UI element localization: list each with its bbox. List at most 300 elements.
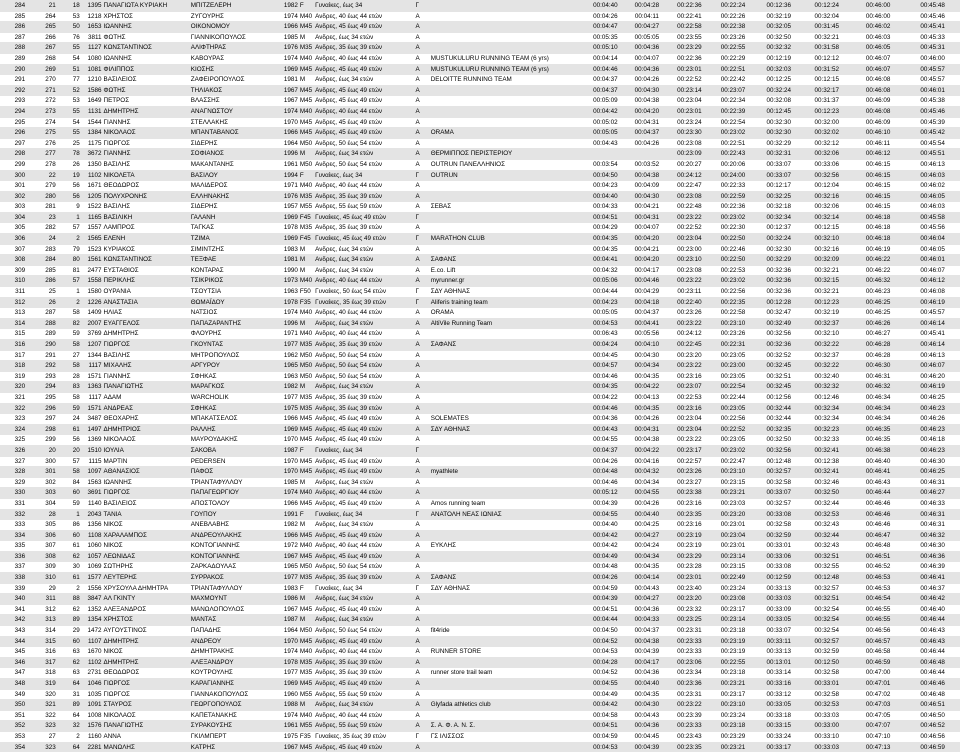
cell-age-group: Α xyxy=(414,128,429,139)
cell-team xyxy=(430,520,585,531)
cell-split-6: 00:32:41 xyxy=(803,467,851,478)
cell-place: 313 xyxy=(26,615,57,626)
cell-age-group: Γ xyxy=(414,1,429,12)
cell-gender: M45 xyxy=(299,85,314,96)
cell-split-5: 00:32:49 xyxy=(755,318,803,329)
cell-birth-year: 1974 xyxy=(275,106,299,117)
cell-finish-gun: 00:46:25 xyxy=(851,297,906,308)
cell-split-2: 00:04:16 xyxy=(626,456,667,467)
cell-first-name: ΜΑΝΩΛΗΣ xyxy=(103,742,190,752)
table-row xyxy=(0,488,960,499)
cell-split-1: 00:04:57 xyxy=(585,361,626,372)
cell-split-4: 00:22:44 xyxy=(711,392,755,403)
cell-split-6: 00:32:22 xyxy=(803,340,851,351)
cell-place: 302 xyxy=(26,477,57,488)
cell-split-4: 00:22:53 xyxy=(711,265,755,276)
cell-birth-year: 1971 xyxy=(275,181,299,192)
cell-split-4: 00:22:46 xyxy=(711,244,755,255)
cell-split-1: 00:04:35 xyxy=(585,244,626,255)
cell-split-3: 00:23:16 xyxy=(668,498,712,509)
cell-split-1: 00:05:06 xyxy=(585,276,626,287)
cell-birth-year: 1982 xyxy=(275,520,299,531)
cell-age-group: Γ xyxy=(414,731,429,742)
cell-age-group: Α xyxy=(414,43,429,54)
cell-finish-gun: 00:47:00 xyxy=(851,668,906,679)
cell-category-rank: 30 xyxy=(57,562,81,573)
cell-split-2: 00:04:26 xyxy=(626,138,667,149)
table-row xyxy=(0,626,960,637)
cell-rank: 291 xyxy=(0,75,26,86)
cell-split-5: 00:32:29 xyxy=(755,255,803,266)
cell-last-name: ΣΤΕΛΛΑΚΗΣ xyxy=(190,117,275,128)
cell-first-name: ΔΗΜΗΤΡΗΣ xyxy=(103,106,190,117)
cell-age-group: Α xyxy=(414,350,429,361)
cell-rank: 311 xyxy=(0,287,26,298)
cell-split-6: 00:32:44 xyxy=(803,530,851,541)
cell-place: 291 xyxy=(26,350,57,361)
cell-place: 293 xyxy=(26,371,57,382)
cell-bib: 1586 xyxy=(81,85,103,96)
cell-rank: 349 xyxy=(0,689,26,700)
cell-place: 273 xyxy=(26,106,57,117)
cell-rank: 295 xyxy=(0,117,26,128)
table-row xyxy=(0,562,960,573)
cell-bib: 1363 xyxy=(81,382,103,393)
cell-finish-gun: 00:46:12 xyxy=(851,149,906,160)
cell-category-rank: 55 xyxy=(57,43,81,54)
cell-age-group: Α xyxy=(414,424,429,435)
cell-age-group: Γ xyxy=(414,297,429,308)
cell-split-5: 00:33:09 xyxy=(755,604,803,615)
cell-bib: 1175 xyxy=(81,138,103,149)
cell-split-1: 00:04:58 xyxy=(585,710,626,721)
cell-category: Γυναίκες, έως 34 xyxy=(314,1,414,12)
cell-last-name: ΜΑΚΑΝΤΑΝΗΣ xyxy=(190,159,275,170)
cell-split-5: 00:32:35 xyxy=(755,424,803,435)
cell-split-2: 00:04:37 xyxy=(626,128,667,139)
cell-split-5: 00:32:45 xyxy=(755,361,803,372)
cell-split-5: 00:12:25 xyxy=(755,75,803,86)
cell-split-4: 00:23:17 xyxy=(711,689,755,700)
cell-rank: 298 xyxy=(0,149,26,160)
cell-rank: 301 xyxy=(0,181,26,192)
cell-first-name: ΤΑΝΙΑ xyxy=(103,509,190,520)
cell-last-name: ΒΛΑΣΣΗΣ xyxy=(190,96,275,107)
cell-category: Ανδρες, έως 34 ετών xyxy=(314,318,414,329)
cell-split-5: 00:32:58 xyxy=(755,477,803,488)
cell-place: 277 xyxy=(26,149,57,160)
cell-split-3: 00:23:08 xyxy=(668,191,712,202)
cell-split-4: 00:22:56 xyxy=(711,414,755,425)
cell-gender: M50 xyxy=(299,626,314,637)
cell-gender: M xyxy=(299,32,314,43)
cell-birth-year: 1975 xyxy=(275,731,299,742)
cell-category-rank: 89 xyxy=(57,700,81,711)
cell-split-6: 00:33:03 xyxy=(803,710,851,721)
cell-split-2: 00:04:31 xyxy=(626,117,667,128)
cell-rank: 287 xyxy=(0,32,26,43)
cell-place: 320 xyxy=(26,689,57,700)
cell-split-2: 00:04:35 xyxy=(626,689,667,700)
cell-bib: 1102 xyxy=(81,170,103,181)
cell-category: Ανδρες, 45 έως 49 ετών xyxy=(314,85,414,96)
cell-split-6: 00:32:10 xyxy=(803,329,851,340)
cell-birth-year: 1965 xyxy=(275,562,299,573)
cell-category-rank: 25 xyxy=(57,138,81,149)
cell-category-rank: 84 xyxy=(57,477,81,488)
cell-age-group: Α xyxy=(414,361,429,372)
cell-place: 322 xyxy=(26,710,57,721)
cell-finish-gun: 00:46:27 xyxy=(851,329,906,340)
cell-age-group: Α xyxy=(414,721,429,732)
cell-finish-gun: 00:46:34 xyxy=(851,414,906,425)
cell-split-6: 00:32:41 xyxy=(803,445,851,456)
cell-finish-net: 00:46:43 xyxy=(905,626,960,637)
cell-birth-year: 1987 xyxy=(275,445,299,456)
cell-age-group: Γ xyxy=(414,509,429,520)
cell-birth-year: 1986 xyxy=(275,594,299,605)
cell-team: ΣΕΒΑΣ xyxy=(430,202,585,213)
cell-split-1: 00:05:02 xyxy=(585,117,626,128)
cell-split-2: 00:04:27 xyxy=(626,22,667,33)
cell-team: OUTRUN xyxy=(430,170,585,181)
cell-bib: 1571 xyxy=(81,403,103,414)
cell-last-name: ΖΑΡΚΑΔΟΥΛΑΣ xyxy=(190,562,275,573)
cell-split-1: 00:04:42 xyxy=(585,700,626,711)
cell-gender: M45 xyxy=(299,424,314,435)
cell-split-3: 00:23:14 xyxy=(668,85,712,96)
cell-category-rank: 60 xyxy=(57,530,81,541)
cell-split-4: 00:23:15 xyxy=(711,477,755,488)
cell-finish-net: 00:45:57 xyxy=(905,64,960,75)
cell-split-4: 00:22:39 xyxy=(711,106,755,117)
cell-place: 303 xyxy=(26,488,57,499)
cell-split-6: 00:32:23 xyxy=(803,424,851,435)
cell-split-6: 00:12:38 xyxy=(803,456,851,467)
table-row xyxy=(0,308,960,319)
cell-age-group: Α xyxy=(414,456,429,467)
cell-category-rank: 58 xyxy=(57,392,81,403)
cell-last-name: ΣΙΜΙΝΤΖΗΣ xyxy=(190,244,275,255)
cell-bib: 1165 xyxy=(81,212,103,223)
cell-place: 292 xyxy=(26,361,57,372)
cell-bib: 1561 xyxy=(81,255,103,266)
cell-split-4: 00:22:29 xyxy=(711,53,755,64)
cell-split-5: 00:32:44 xyxy=(755,403,803,414)
cell-bib: 1081 xyxy=(81,64,103,75)
cell-split-1: 00:03:54 xyxy=(585,159,626,170)
cell-finish-gun: 00:46:40 xyxy=(851,456,906,467)
cell-split-1: 00:04:42 xyxy=(585,106,626,117)
cell-split-3: 00:23:31 xyxy=(668,689,712,700)
cell-first-name: ΚΥΡΙΑΚΟΣ xyxy=(103,244,190,255)
cell-bib: 1497 xyxy=(81,424,103,435)
cell-gender: M55 xyxy=(299,721,314,732)
cell-team xyxy=(430,212,585,223)
cell-rank: 341 xyxy=(0,604,26,615)
cell-gender: M50 xyxy=(299,361,314,372)
cell-team xyxy=(430,435,585,446)
cell-bib: 1069 xyxy=(81,562,103,573)
cell-bib: 1226 xyxy=(81,297,103,308)
cell-split-6: 00:32:58 xyxy=(803,668,851,679)
cell-split-4: 00:22:34 xyxy=(711,96,755,107)
cell-team: MUSTUKULURU RUNNING TEAM (6 yrs) xyxy=(430,64,585,75)
cell-split-3: 00:23:16 xyxy=(668,403,712,414)
cell-last-name: ΜΗΤΡΟΠΟΥΛΟΣ xyxy=(190,350,275,361)
cell-first-name: ΑΥΓΟΥΣΤΙΝΟΣ xyxy=(103,626,190,637)
cell-first-name: ΓΙΩΡΓΟΣ xyxy=(103,689,190,700)
cell-place: 311 xyxy=(26,594,57,605)
cell-split-4: 00:23:19 xyxy=(711,647,755,658)
cell-rank: 320 xyxy=(0,382,26,393)
cell-last-name: ΠΑΠΑΔΗΣ xyxy=(190,626,275,637)
cell-birth-year: 1981 xyxy=(275,75,299,86)
cell-split-5: 00:32:45 xyxy=(755,382,803,393)
cell-split-4: 00:23:18 xyxy=(711,626,755,637)
cell-rank: 326 xyxy=(0,445,26,456)
cell-place: 297 xyxy=(26,414,57,425)
cell-split-1: 00:04:40 xyxy=(585,191,626,202)
cell-place: 312 xyxy=(26,604,57,615)
cell-age-group: Α xyxy=(414,11,429,22)
cell-place: 26 xyxy=(26,297,57,308)
cell-last-name: ΟΙΚΟΝΟΜΟΥ xyxy=(190,22,275,33)
cell-gender: M35 xyxy=(299,392,314,403)
cell-split-5: 00:33:05 xyxy=(755,615,803,626)
cell-split-5: 00:32:24 xyxy=(755,234,803,245)
cell-split-2: 00:04:17 xyxy=(626,657,667,668)
table-row xyxy=(0,414,960,425)
cell-place: 281 xyxy=(26,202,57,213)
cell-first-name: ΒΑΣΙΛΕΙΟΣ xyxy=(103,75,190,86)
cell-birth-year: 1966 xyxy=(275,530,299,541)
cell-rank: 318 xyxy=(0,361,26,372)
cell-split-5: 00:33:15 xyxy=(755,721,803,732)
table-row xyxy=(0,64,960,75)
cell-category: Ανδρες, 45 έως 49 ετών xyxy=(314,530,414,541)
cell-birth-year: 1977 xyxy=(275,340,299,351)
cell-age-group: Α xyxy=(414,498,429,509)
cell-split-3: 00:23:32 xyxy=(668,604,712,615)
cell-finish-net: 00:46:37 xyxy=(905,583,960,594)
cell-finish-gun: 00:46:41 xyxy=(851,467,906,478)
cell-team xyxy=(430,96,585,107)
cell-split-2: 00:04:38 xyxy=(626,435,667,446)
cell-finish-net: 00:46:12 xyxy=(905,276,960,287)
cell-place: 279 xyxy=(26,181,57,192)
cell-finish-net: 00:46:30 xyxy=(905,541,960,552)
cell-category: Ανδρες, 45 έως 49 ετών xyxy=(314,456,414,467)
table-row xyxy=(0,509,960,520)
cell-split-2: 00:04:21 xyxy=(626,202,667,213)
cell-category-rank: 61 xyxy=(57,573,81,584)
cell-split-1: 00:05:10 xyxy=(585,43,626,54)
cell-category-rank: 18 xyxy=(57,1,81,12)
cell-birth-year: 1987 xyxy=(275,615,299,626)
table-row xyxy=(0,742,960,752)
cell-gender: M45 xyxy=(299,530,314,541)
cell-team: ΣΔΥ ΑΘΗΝΑΣ xyxy=(430,287,585,298)
cell-rank: 336 xyxy=(0,551,26,562)
table-row xyxy=(0,456,960,467)
table-row xyxy=(0,212,960,223)
cell-split-5: 00:32:18 xyxy=(755,202,803,213)
cell-finish-gun: 00:46:34 xyxy=(851,392,906,403)
cell-last-name: ΖΑΦΕΙΡΟΠΟΥΛΟΣ xyxy=(190,75,275,86)
cell-gender: M50 xyxy=(299,138,314,149)
cell-split-6: 00:12:15 xyxy=(803,75,851,86)
cell-split-1: 00:05:05 xyxy=(585,308,626,319)
cell-split-5: 00:33:08 xyxy=(755,509,803,520)
cell-split-2: 00:04:31 xyxy=(626,212,667,223)
cell-split-2: 00:04:20 xyxy=(626,106,667,117)
cell-split-1: 00:04:48 xyxy=(585,562,626,573)
cell-gender: M55 xyxy=(299,689,314,700)
cell-split-4: 00:22:38 xyxy=(711,22,755,33)
cell-split-6: 00:32:04 xyxy=(803,11,851,22)
cell-finish-gun: 00:46:18 xyxy=(851,234,906,245)
table-row xyxy=(0,657,960,668)
cell-last-name: ΕΛΛΗΝΑΚΗΣ xyxy=(190,191,275,202)
cell-split-6: 00:32:16 xyxy=(803,244,851,255)
cell-split-1: 00:04:52 xyxy=(585,636,626,647)
cell-age-group: Α xyxy=(414,22,429,33)
cell-finish-gun: 00:46:15 xyxy=(851,181,906,192)
cell-last-name: ΣΥΡΑΚΟΥΣΗΣ xyxy=(190,721,275,732)
cell-category: Ανδρες, 40 έως 44 ετών xyxy=(314,11,414,22)
cell-split-4: 00:22:54 xyxy=(711,382,755,393)
cell-gender: M45 xyxy=(299,128,314,139)
cell-bib: 1356 xyxy=(81,520,103,531)
cell-place: 316 xyxy=(26,647,57,658)
cell-split-3: 00:23:33 xyxy=(668,647,712,658)
table-row xyxy=(0,615,960,626)
cell-place: 268 xyxy=(26,53,57,64)
cell-category-rank: 58 xyxy=(57,308,81,319)
cell-split-1: 00:04:22 xyxy=(585,392,626,403)
cell-category: Γυναίκες, έως 34 xyxy=(314,445,414,456)
cell-split-6: 00:33:00 xyxy=(803,721,851,732)
cell-age-group: Α xyxy=(414,573,429,584)
cell-finish-net: 00:46:01 xyxy=(905,85,960,96)
cell-split-3: 00:23:04 xyxy=(668,414,712,425)
cell-team xyxy=(430,181,585,192)
cell-split-5: 00:33:03 xyxy=(755,594,803,605)
cell-split-6: 00:12:04 xyxy=(803,181,851,192)
cell-category: Ανδρες, έως 34 ετών xyxy=(314,700,414,711)
cell-finish-net: 00:46:31 xyxy=(905,477,960,488)
cell-gender: M xyxy=(299,700,314,711)
cell-birth-year: 1974 xyxy=(275,710,299,721)
cell-team: SOLEMATES xyxy=(430,414,585,425)
cell-gender: M45 xyxy=(299,742,314,752)
cell-split-5: 00:13:01 xyxy=(755,657,803,668)
cell-split-4: 00:22:26 xyxy=(711,11,755,22)
cell-bib: 3691 xyxy=(81,488,103,499)
cell-bib: 1409 xyxy=(81,308,103,319)
cell-age-group: Α xyxy=(414,64,429,75)
cell-place: 21 xyxy=(26,1,57,12)
cell-split-6: 00:32:54 xyxy=(803,626,851,637)
cell-bib: 1115 xyxy=(81,456,103,467)
cell-split-1: 00:04:46 xyxy=(585,477,626,488)
cell-last-name: ΚΟΝΤΟΓΙΑΝΝΗΣ xyxy=(190,541,275,552)
cell-category: Ανδρες, 45 έως 49 ετών xyxy=(314,742,414,752)
cell-bib: 3811 xyxy=(81,32,103,43)
cell-finish-net: 00:46:14 xyxy=(905,318,960,329)
cell-gender: M45 xyxy=(299,551,314,562)
cell-gender: M35 xyxy=(299,223,314,234)
cell-category: Ανδρες, έως 34 ετών xyxy=(314,255,414,266)
cell-birth-year: 1970 xyxy=(275,456,299,467)
table-row xyxy=(0,477,960,488)
cell-rank: 353 xyxy=(0,731,26,742)
cell-first-name: ΦΩΤΗΣ xyxy=(103,85,190,96)
cell-finish-gun: 00:46:53 xyxy=(851,573,906,584)
cell-gender: M35 xyxy=(299,657,314,668)
cell-category-rank: 2 xyxy=(57,234,81,245)
cell-finish-net: 00:46:25 xyxy=(905,467,960,478)
table-row xyxy=(0,297,960,308)
cell-birth-year: 1970 xyxy=(275,636,299,647)
cell-split-1: 00:04:44 xyxy=(585,287,626,298)
cell-finish-net: 00:46:59 xyxy=(905,742,960,752)
cell-team xyxy=(430,445,585,456)
cell-rank: 337 xyxy=(0,562,26,573)
cell-rank: 327 xyxy=(0,456,26,467)
cell-category: Ανδρες, 45 έως 49 ετών xyxy=(314,498,414,509)
cell-split-4: 00:22:49 xyxy=(711,573,755,584)
cell-split-4: 00:22:50 xyxy=(711,234,755,245)
cell-split-6: 00:32:54 xyxy=(803,604,851,615)
cell-first-name: ΝΙΚΟΣ xyxy=(103,541,190,552)
cell-finish-gun: 00:46:22 xyxy=(851,265,906,276)
cell-finish-net: 00:46:23 xyxy=(905,424,960,435)
cell-split-1: 00:04:45 xyxy=(585,350,626,361)
cell-split-3: 00:23:24 xyxy=(668,117,712,128)
table-row xyxy=(0,382,960,393)
cell-finish-net: 00:46:25 xyxy=(905,392,960,403)
cell-last-name: ΑΠΟΣΤΟΛΟΥ xyxy=(190,498,275,509)
cell-category: Ανδρες, 50 έως 54 ετών xyxy=(314,562,414,573)
cell-finish-net: 00:46:52 xyxy=(905,721,960,732)
cell-split-5: 00:32:57 xyxy=(755,467,803,478)
cell-birth-year: 1977 xyxy=(275,392,299,403)
cell-finish-net: 00:46:31 xyxy=(905,520,960,531)
cell-age-group: Α xyxy=(414,181,429,192)
cell-age-group: Γ xyxy=(414,445,429,456)
cell-team xyxy=(430,615,585,626)
cell-split-6: 00:33:06 xyxy=(803,159,851,170)
cell-category: Ανδρες, 40 έως 44 ετών xyxy=(314,647,414,658)
cell-split-2: 00:04:35 xyxy=(626,403,667,414)
cell-gender: M40 xyxy=(299,710,314,721)
cell-category-rank: 50 xyxy=(57,22,81,33)
cell-finish-net: 00:46:56 xyxy=(905,731,960,742)
cell-last-name: ΑΝΑΓΝΩΣΤΟΥ xyxy=(190,106,275,117)
cell-birth-year: 1967 xyxy=(275,604,299,615)
cell-last-name: WARCHOLIK xyxy=(190,392,275,403)
cell-rank: 317 xyxy=(0,350,26,361)
cell-split-2: 00:04:26 xyxy=(626,75,667,86)
cell-birth-year: 1977 xyxy=(275,668,299,679)
cell-age-group: Α xyxy=(414,276,429,287)
cell-finish-gun: 00:46:32 xyxy=(851,382,906,393)
cell-birth-year: 1966 xyxy=(275,128,299,139)
cell-split-6: 00:32:59 xyxy=(803,647,851,658)
cell-split-6: 00:32:17 xyxy=(803,85,851,96)
